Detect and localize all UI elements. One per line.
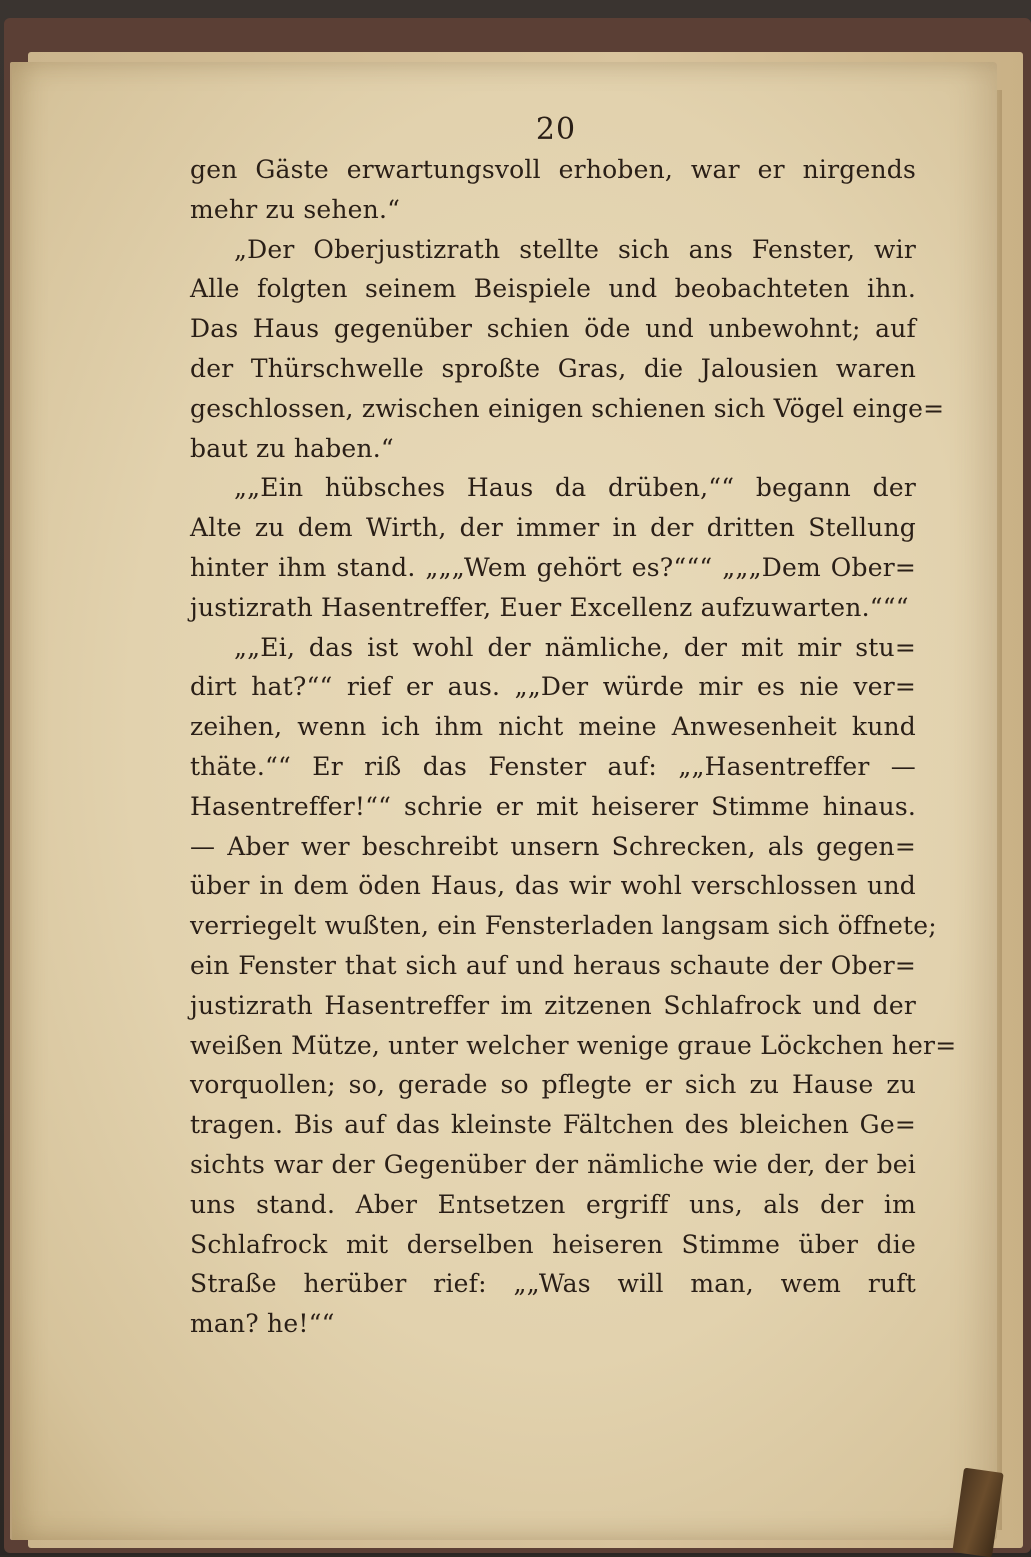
text-line: Das Haus gegenüber schien öde und unbewohnt; auf xyxy=(190,314,916,344)
text-line: vorquollen; so, gerade so pflegte er sich zu Hause zu xyxy=(190,1070,916,1100)
text-line: mehr zu sehen.“ xyxy=(190,194,401,224)
text-line: tragen. Bis auf das kleinste Fältchen des bleichen Ge= xyxy=(190,1110,916,1140)
text-line: baut zu haben.“ xyxy=(190,433,394,463)
text-line: thäte.““ Er riß das Fenster auf: „„Hasentreffer — xyxy=(190,751,916,781)
text-line: ein Fenster that sich auf und heraus schaute der Ober= xyxy=(190,950,916,980)
text-line: gen Gäste erwartungsvoll erhoben, war er nirgends xyxy=(190,155,916,184)
text-line: man? he!““ xyxy=(190,1309,335,1339)
text-line: „Der Oberjustizrath stellte sich ans Fenster, wir xyxy=(234,234,916,264)
text-line: geschlossen, zwischen einigen schienen sich Vögel einge= xyxy=(190,393,945,423)
text-line: dirt hat?““ rief er aus. „„Der würde mir es nie ver= xyxy=(190,672,916,702)
text-line: zeihen, wenn ich ihm nicht meine Anwesenheit kund xyxy=(190,712,916,742)
page-body xyxy=(190,150,957,1344)
text-line: Hasentreffer!““ schrie er mit heiserer Stimme hinaus. xyxy=(190,791,916,821)
text-line: Alte zu dem Wirth, der immer in der dritten Stellung xyxy=(190,513,916,543)
page-number: 20 xyxy=(535,112,577,147)
text-line: über in dem öden Haus, das wir wohl verschlossen und xyxy=(190,871,916,901)
book-page xyxy=(10,62,997,1540)
text-line: uns stand. Aber Entsetzen ergriff uns, als der im xyxy=(190,1189,916,1219)
text-line: justizrath Hasentreffer, Euer Excellenz aufzuwarten.“““ xyxy=(190,592,909,622)
text-line: „„Ei, das ist wohl der nämliche, der mit mir stu= xyxy=(234,632,916,662)
text-line: justizrath Hasentreffer im zitzenen Schlafrock und der xyxy=(190,990,916,1020)
text-line: Schlafrock mit derselben heiseren Stimme über die xyxy=(190,1229,916,1259)
text-line: Straße herüber rief: „„Was will man, wem ruft xyxy=(190,1269,916,1299)
text-line: sichts war der Gegenüber der nämliche wie der, der bei xyxy=(190,1149,916,1179)
page-text-block xyxy=(190,110,957,1344)
text-line: „„Ein hübsches Haus da drüben,““ begann der xyxy=(234,473,916,503)
text-line: der Thürschwelle sproßte Gras, die Jalousien waren xyxy=(190,353,916,383)
text-line: hinter ihm stand. „„„Wem gehört es?“““ „„„Dem Ober= xyxy=(190,552,916,582)
text-line: weißen Mütze, unter welcher wenige graue Löckchen her= xyxy=(190,1030,957,1060)
text-line: verriegelt wußten, ein Fensterladen langsam sich öffnete; xyxy=(190,911,937,941)
text-line: Alle folgten seinem Beispiele und beobachteten ihn. xyxy=(190,274,916,304)
text-line: — Aber wer beschreibt unsern Schrecken, als gegen= xyxy=(190,831,916,861)
